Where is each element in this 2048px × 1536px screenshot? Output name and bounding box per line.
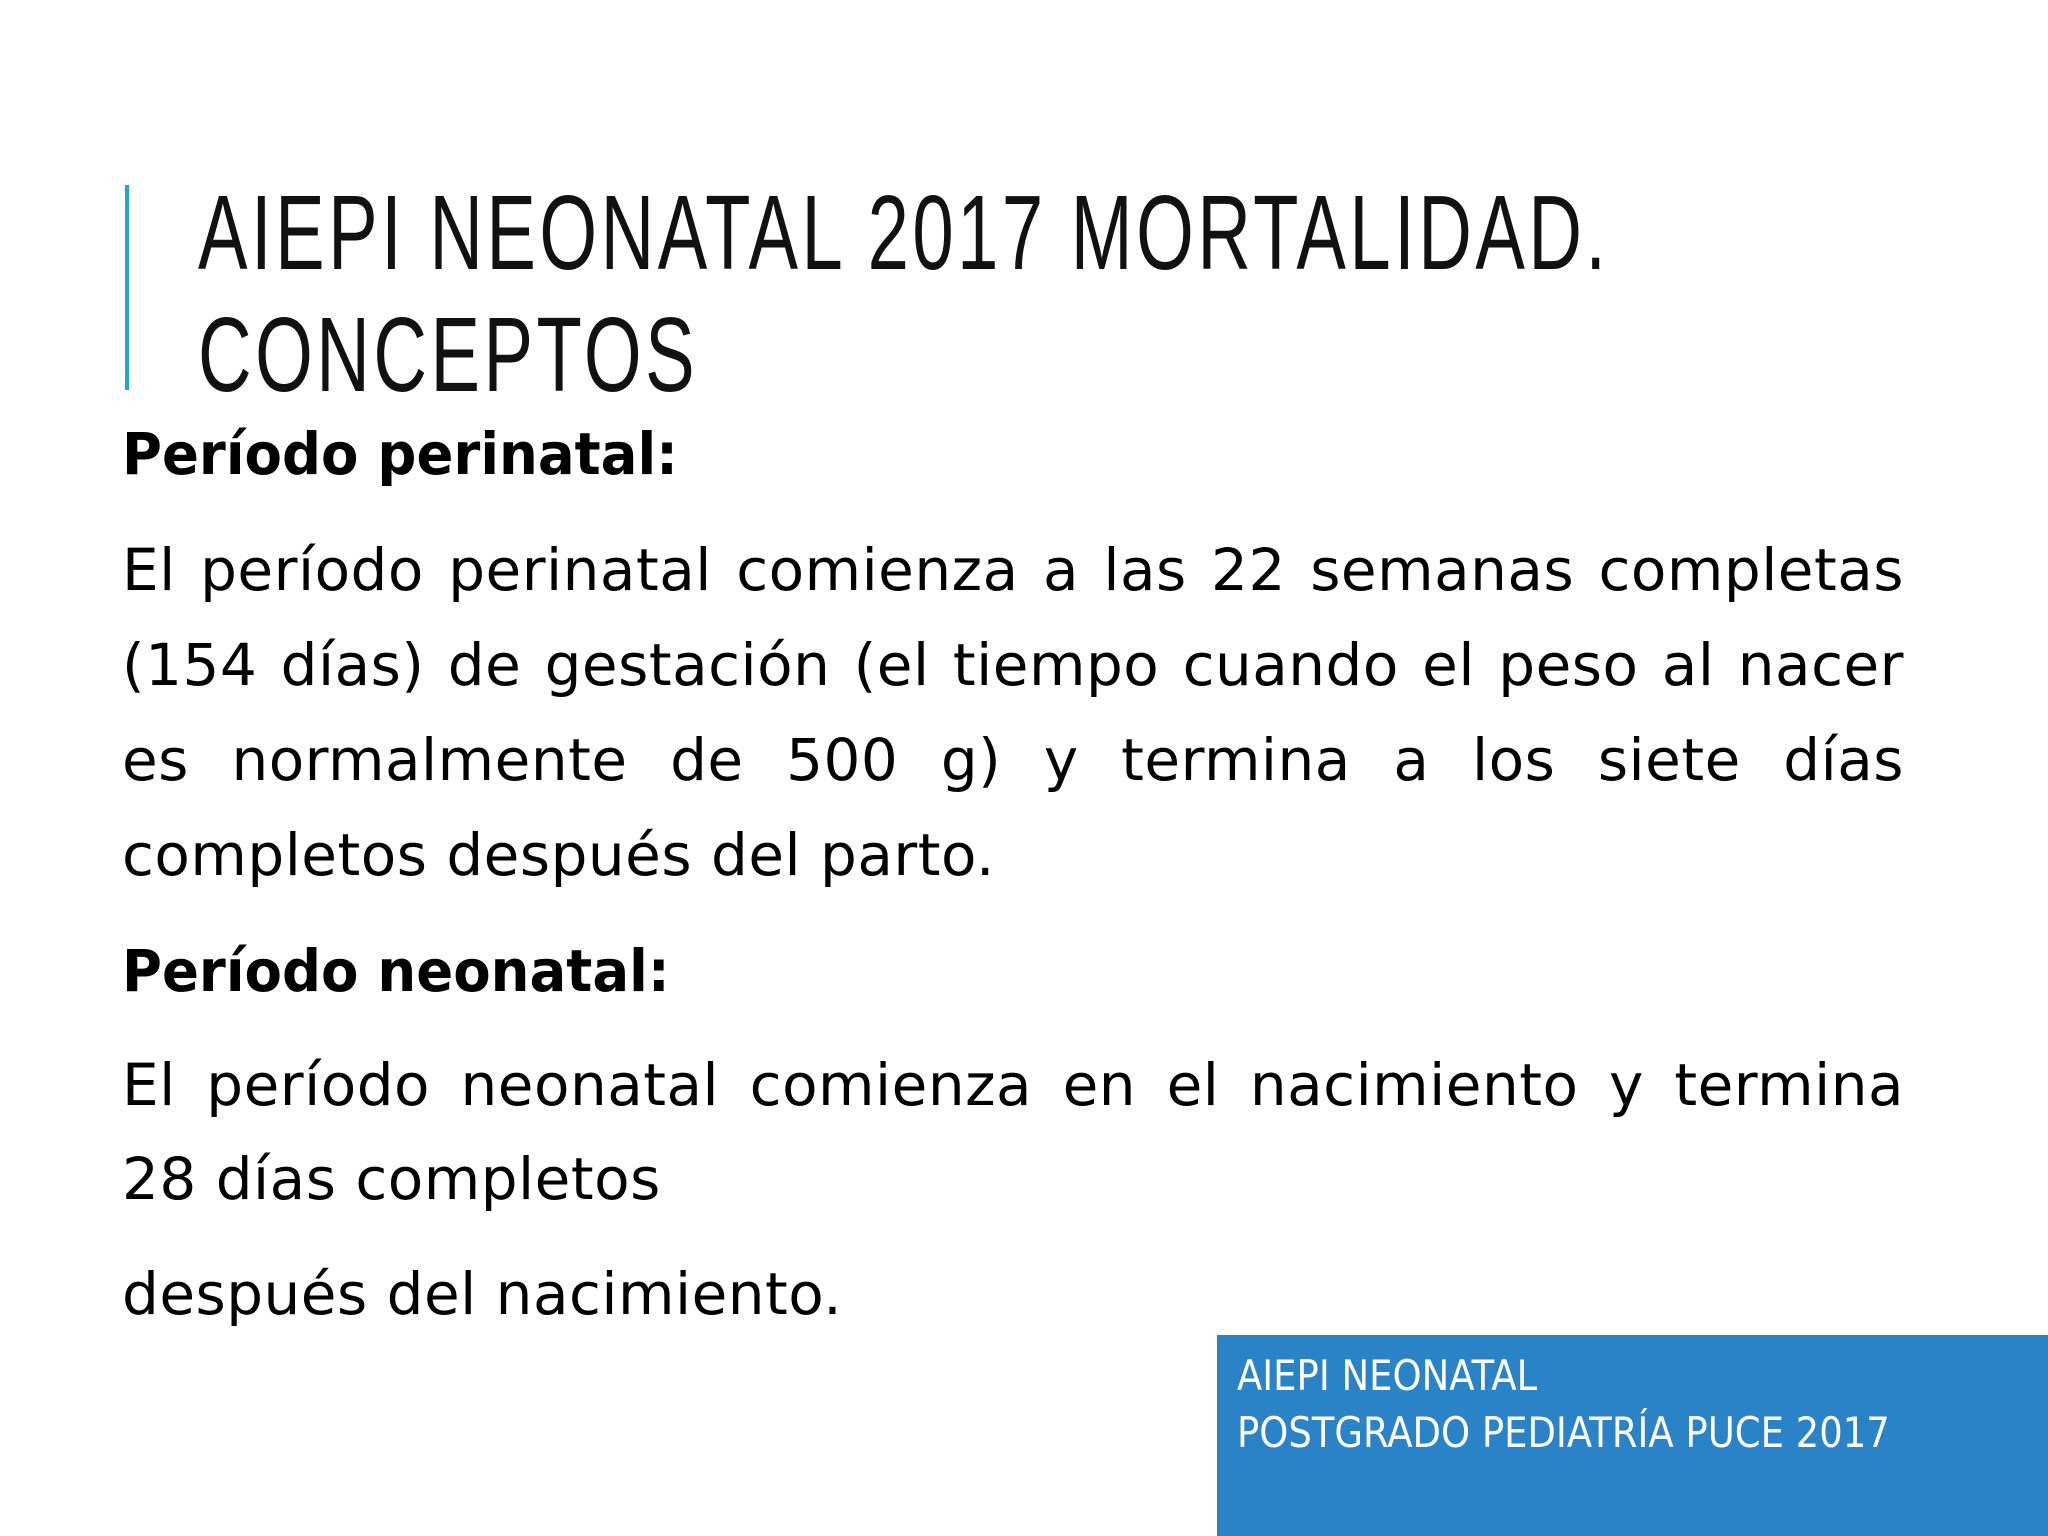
footer-line-2: POSTGRADO PEDIATRÍA PUCE 2017 <box>1237 1408 1890 1457</box>
slide-title <box>198 172 1610 416</box>
section-paragraph-neonatal-line-2: 28 días completos <box>122 1145 661 1213</box>
section-heading-neonatal: Período neonatal: <box>122 937 670 1005</box>
section-paragraph-neonatal-line-3: después del nacimiento. <box>122 1260 843 1328</box>
slide-title-line-1: AIEPI NEONATAL 2017 MORTALIDAD. <box>198 174 1610 292</box>
footer-banner <box>1217 1335 2048 1536</box>
title-accent-bar <box>125 185 129 390</box>
section-heading-perinatal: Período perinatal: <box>122 420 678 488</box>
section-paragraph-perinatal: El período perinatal comienza a las 22 semanas completas (154 días) de gestación (el tiempo cuando el peso al nacer es normalmente de 500 g) y termina a los siete días completos después del parto. <box>122 536 1904 889</box>
footer-line-1: AIEPI NEONATAL <box>1237 1351 1538 1400</box>
section-paragraph-neonatal-line-1: El período neonatal comienza en el nacimiento y termina <box>122 1051 1904 1119</box>
slide-title-line-2: CONCEPTOS <box>198 296 699 414</box>
